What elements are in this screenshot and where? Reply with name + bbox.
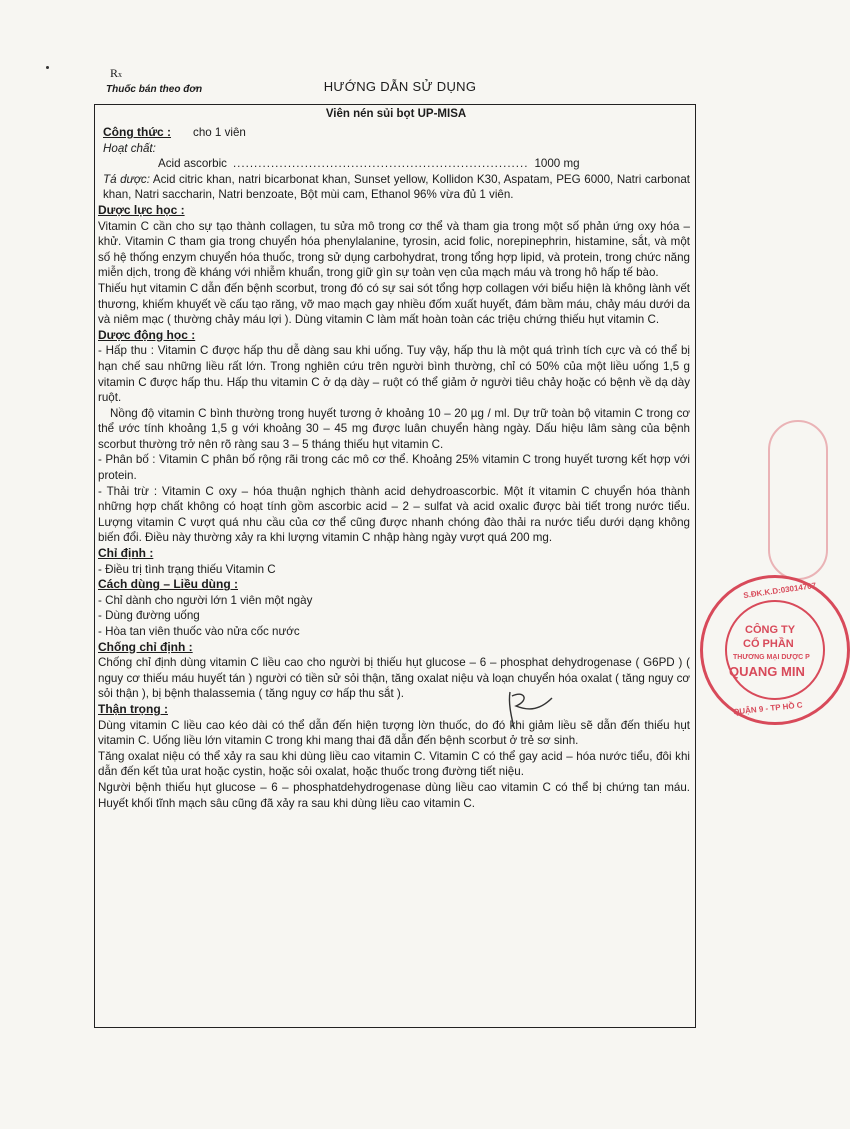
precautions-p1: Dùng vitamin C liều cao kéo dài có thể dẫn đến hiện tượng lờn thuốc, do đó khi giảm liều sẽ dẫn đến thiếu hụt vitamin C. Uống liều lớn vitamin C trong khi mang thai đã dẫn đến bệnh scorbut ở trẻ sơ sinh. bbox=[98, 718, 690, 748]
rx-subscript: x bbox=[118, 70, 123, 79]
dosage-item: - Chỉ dành cho người lớn 1 viên một ngày bbox=[98, 593, 313, 607]
precautions-p3: Người bệnh thiếu hụt glucose – 6 – phosphatdehydrogenase dùng liều cao vitamin C có thể bị chứng tan máu. Huyết khối tĩnh mạch sâu cũng đã xảy ra sau khi dùng liều cao vitamin C. bbox=[98, 780, 690, 810]
pharmacodynamics-p2: Thiếu hụt vitamin C dẫn đến bệnh scorbut, trong đó có sự sai sót tổng hợp collagen với biểu hiện là không lành vết thương, khiếm khuyết về cấu tạo răng, vỡ mao mạch gay nhiều đốm xuất huyết, đám bầm máu, chảy máu dưới da và niêm mạc ( thường chảy máu lợi ). Dùng vitamin C làm mất hoàn toàn các triệu chứng thiếu hụt vitamin C. bbox=[98, 281, 690, 327]
pharmacokinetics-p4: - Thải trừ : Vitamin C oxy – hóa thuận nghịch thành acid dehydroascorbic. Một ít vitamin C chuyển hóa thành những hợp chất không có hoạt tính gồm ascorbic acid – 2 – sulfat và acid oxalic được bài tiết trong nước tiểu. Lượng vitamin C vượt quá nhu cầu của cơ thể cũng được nhanh chóng đào thải ra nước tiểu dưới dạng không biến đổi. Điều này thường xảy ra khi lượng vitamin C nhập hàng ngày vượt quá 200 mg. bbox=[98, 484, 690, 545]
contraindications-heading: Chống chỉ định : bbox=[98, 639, 193, 654]
pharmacokinetics-p1: - Hấp thu : Vitamin C được hấp thu dễ dàng sau khi uống. Tuy vậy, hấp thu là một quá trình tích cực và có thể bị hạn chế sau những liều rất lớn. Trong nghiên cứu trên người bình thường, chỉ có 50% của một liều uống 1,5 g vitamin C được hấp thu. Hấp thu vitamin C ở dạ dày – ruột có thể giảm ở người tiêu chảy hoặc có bệnh về dạ dày ruột. bbox=[98, 344, 690, 405]
excipient-label: Tá dược: bbox=[103, 172, 150, 186]
excipients bbox=[98, 172, 690, 203]
stamp-inner-ring bbox=[725, 600, 825, 700]
stamp-line3: THƯƠNG MẠI DƯỢC P bbox=[733, 654, 810, 661]
stamp-address: QUẬN 9 - TP HỒ C bbox=[732, 700, 803, 717]
formula-heading: Công thức : bbox=[103, 125, 172, 139]
stamp-registration: S.ĐK.K.D:03014707 bbox=[742, 580, 817, 601]
leader-dots: ...................................................................... bbox=[232, 157, 529, 171]
company-stamp bbox=[700, 575, 850, 725]
pharmacokinetics-heading: Dược động học : bbox=[98, 327, 196, 342]
dosage-item: - Dùng đường uống bbox=[98, 609, 200, 623]
scan-speck bbox=[46, 66, 49, 69]
dosage-heading: Cách dùng – Liều dùng : bbox=[98, 577, 238, 592]
indications-heading: Chỉ định : bbox=[98, 546, 154, 561]
leaflet-box bbox=[94, 104, 696, 1028]
formula-line bbox=[98, 125, 690, 141]
excipient-text: Acid citric khan, natri bicarbonat khan, Sunset yellow, Kollidon K30, Aspatam, PEG 6000, Natri carbonat khan, Natri saccharin, Natri benzoate, Bột mùi cam, Ethanol 96% vừa đủ 1 viên. bbox=[103, 172, 690, 202]
active-ingredient-row bbox=[98, 156, 690, 172]
prescription-label: Thuốc bán theo đơn bbox=[106, 84, 203, 95]
precautions-p2: Tăng oxalat niệu có thể xảy ra sau khi dùng liều cao vitamin C. Vitamin C có thể gay acid – hóa nước tiểu, đôi khi dẫn đến kết tủa urat hoặc cystin, hoặc sỏi oxalat, hoặc thuốc trong đường tiết niệu. bbox=[98, 749, 690, 779]
page-title: HƯỚNG DẪN SỬ DỤNG bbox=[323, 79, 477, 94]
stamp-line4: QUANG MIN bbox=[729, 664, 805, 679]
signature-mark bbox=[490, 684, 560, 734]
active-amount: 1000 mg bbox=[534, 157, 580, 171]
pharmacodynamics-p1: Vitamin C cần cho sự tạo thành collagen, tu sửa mô trong cơ thể và tham gia trong một số phản ứng oxy hóa – khử. Vitamin C tham gia trong chuyển hóa phenylalanine, tyrosin, acid folic, norepinephrin, histamine, sắt, và một số hệ thống enzym chuyển hóa thuốc, trong sử dụng carbohydrat, trong tổng hợp lipid, và protein, trong chức năng miễn dịch, trong đề kháng với nhiễm khuẩn, trong giữ gìn sự toàn vẹn của mạch máu và trong hô hấp tế bào. bbox=[98, 219, 690, 280]
pharmacodynamics-heading: Dược lực học : bbox=[98, 202, 185, 217]
pharmacokinetics-p2: Nồng độ vitamin C bình thường trong huyết tương ở khoảng 10 – 20 µg / ml. Dự trữ toàn bộ vitamin C trong cơ thể ước tính khoảng 1,5 g với khoảng 30 – 45 mg được luân chuyển hàng ngày. Dấu hiệu lâm sàng của bệnh scorbut thường trở nên rõ ràng sau 3 – 5 tháng thiếu hụt vitamin C. bbox=[98, 406, 690, 451]
indication-item: - Điều trị tình trạng thiếu Vitamin C bbox=[98, 562, 276, 576]
product-name: Viên nén sủi bọt UP-MISA bbox=[325, 108, 467, 120]
stamp-line1: CÔNG TY bbox=[745, 624, 796, 636]
active-name: Acid ascorbic bbox=[158, 157, 227, 171]
dosage-item: - Hòa tan viên thuốc vào nửa cốc nước bbox=[98, 625, 300, 638]
formula-per: cho 1 viên bbox=[193, 126, 246, 139]
contraindications-p1: Chống chỉ định dùng vitamin C liều cao cho người bị thiếu hụt glucose – 6 – phosphat dehydrogenase ( G6PD ) ( nguy cơ thiếu máu huyết tán ) người có tiền sử sỏi thận, tăng oxalat niệu và loạn chuyển hóa oxalat ( tăng nguy cơ sỏi thận ), bị bệnh thalassemia ( tăng nguy cơ hấp thu sắt ). bbox=[98, 656, 690, 701]
pharmacokinetics-p3: - Phân bố : Vitamin C phân bố rộng rãi trong các mô cơ thể. Khoảng 25% vitamin C trong huyết tương kết hợp với protein. bbox=[98, 453, 690, 483]
rx-letter: R bbox=[110, 66, 119, 80]
precautions-heading: Thận trọng : bbox=[98, 701, 168, 716]
stamp-line2: CỔ PHẦN bbox=[743, 638, 794, 650]
active-label: Hoạt chất: bbox=[103, 141, 156, 155]
partial-stamp-edge bbox=[768, 420, 828, 580]
leaflet-content bbox=[98, 125, 690, 811]
